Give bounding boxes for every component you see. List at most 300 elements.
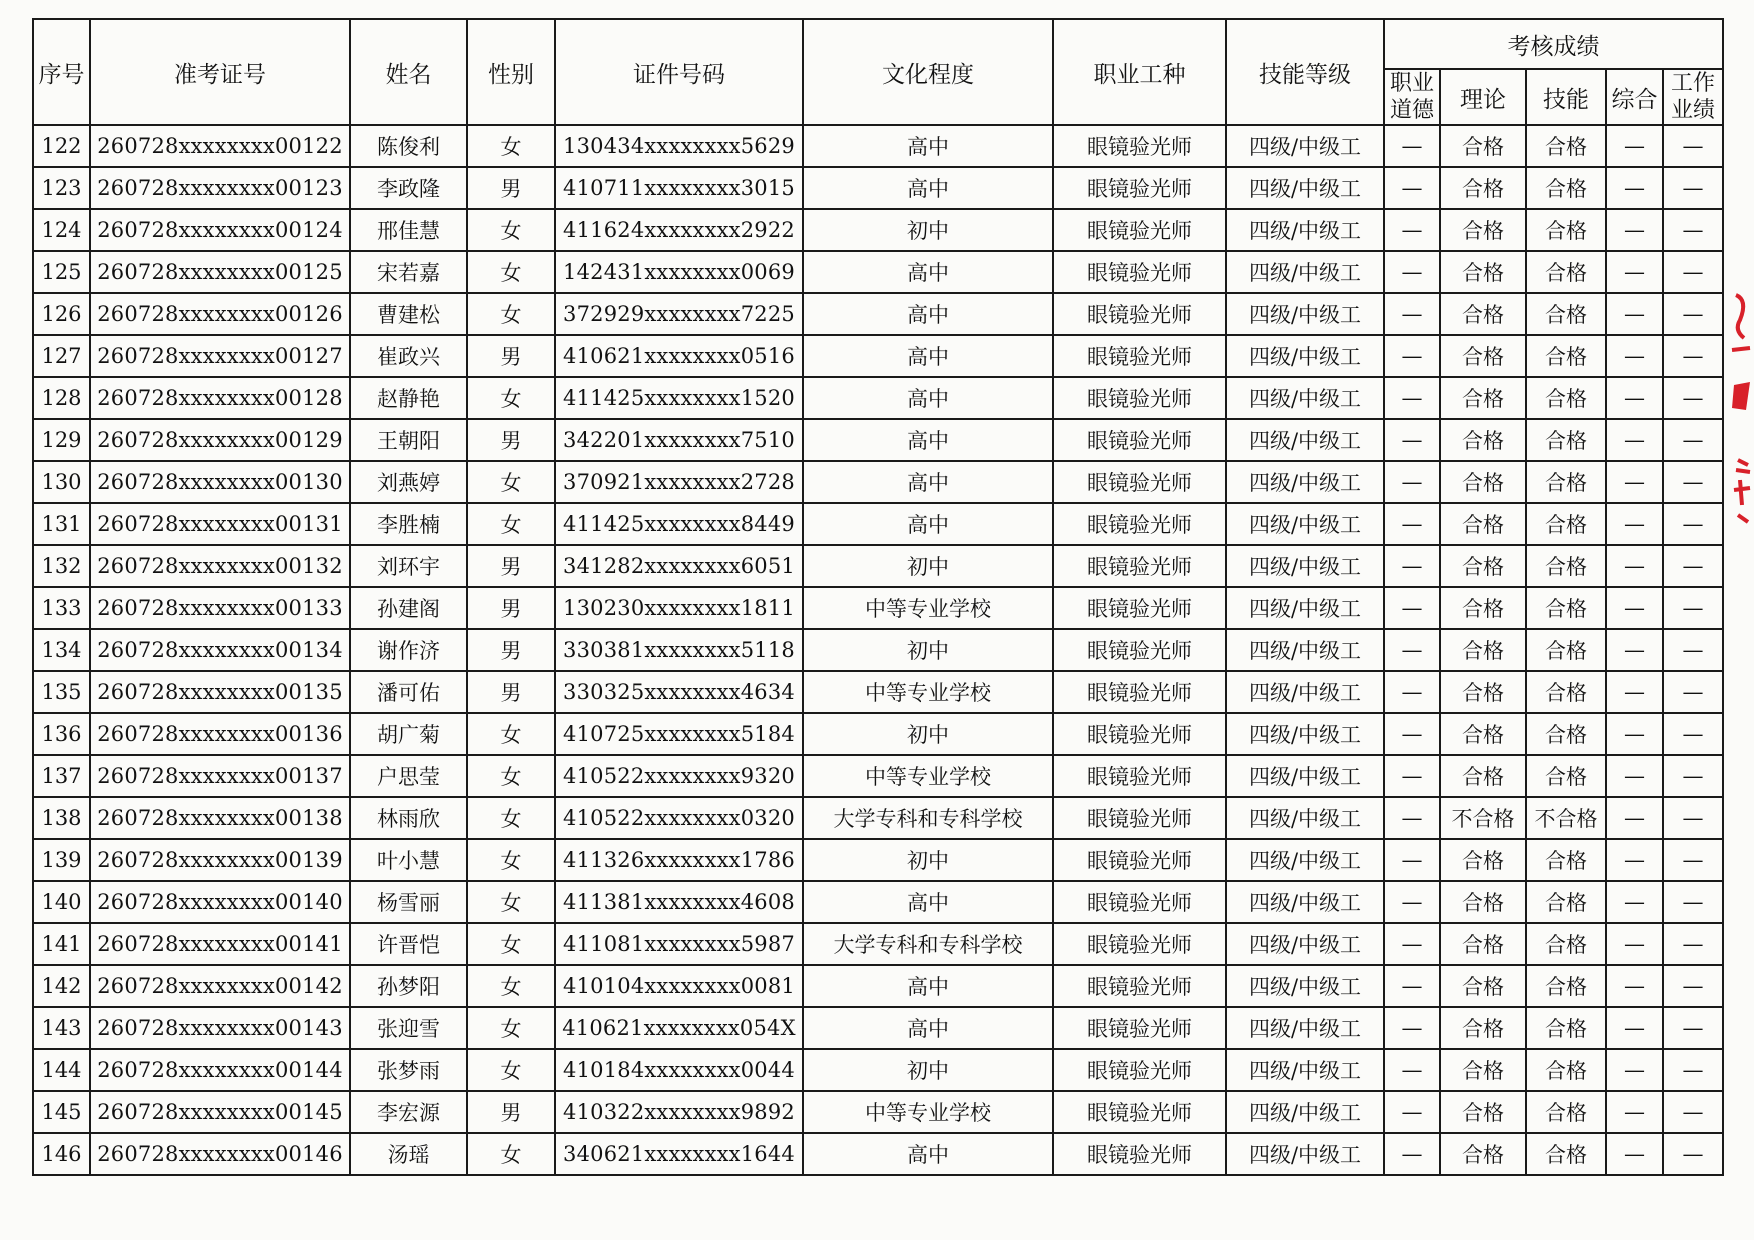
- cell-ticket: 260728xxxxxxxx00146: [90, 1133, 350, 1175]
- col-header-ticket: 准考证号: [90, 19, 350, 125]
- cell-theory: 合格: [1440, 587, 1526, 629]
- cell-job: 眼镜验光师: [1053, 1007, 1226, 1049]
- cell-theory: 合格: [1440, 209, 1526, 251]
- cell-idnum: 410522xxxxxxxx0320: [555, 797, 803, 839]
- cell-level: 四级/中级工: [1226, 545, 1384, 587]
- cell-edu: 大学专科和专科学校: [803, 923, 1053, 965]
- cell-edu: 初中: [803, 629, 1053, 671]
- red-seal-stamp: [1728, 290, 1754, 560]
- cell-work: —: [1663, 503, 1723, 545]
- cell-seq: 132: [33, 545, 90, 587]
- cell-name: 宋若嘉: [350, 251, 467, 293]
- cell-edu: 中等专业学校: [803, 671, 1053, 713]
- cell-gender: 男: [467, 671, 555, 713]
- cell-theory: 合格: [1440, 923, 1526, 965]
- cell-gender: 男: [467, 1091, 555, 1133]
- cell-combined: —: [1606, 671, 1663, 713]
- cell-theory: 合格: [1440, 1091, 1526, 1133]
- cell-edu: 高中: [803, 251, 1053, 293]
- cell-gender: 男: [467, 545, 555, 587]
- cell-ethics: —: [1384, 755, 1440, 797]
- cell-work: —: [1663, 461, 1723, 503]
- cell-combined: —: [1606, 587, 1663, 629]
- col-header-work: [1663, 69, 1723, 125]
- cell-level: 四级/中级工: [1226, 167, 1384, 209]
- cell-level: 四级/中级工: [1226, 377, 1384, 419]
- cell-skill: 合格: [1526, 377, 1606, 419]
- cell-name: 谢作济: [350, 629, 467, 671]
- table-row: [33, 377, 1723, 419]
- cell-name: 李政隆: [350, 167, 467, 209]
- cell-ethics: —: [1384, 671, 1440, 713]
- cell-name: 刘环宇: [350, 545, 467, 587]
- cell-gender: 女: [467, 209, 555, 251]
- col-header-job: 职业工种: [1053, 19, 1226, 125]
- cell-edu: 高中: [803, 461, 1053, 503]
- cell-ticket: 260728xxxxxxxx00122: [90, 125, 350, 167]
- table-row: [33, 419, 1723, 461]
- cell-level: 四级/中级工: [1226, 461, 1384, 503]
- col-header-edu: 文化程度: [803, 19, 1053, 125]
- cell-skill: 合格: [1526, 671, 1606, 713]
- cell-edu: 初中: [803, 545, 1053, 587]
- cell-name: 陈俊利: [350, 125, 467, 167]
- cell-skill: 合格: [1526, 881, 1606, 923]
- cell-combined: —: [1606, 335, 1663, 377]
- cell-theory: 合格: [1440, 881, 1526, 923]
- cell-job: 眼镜验光师: [1053, 713, 1226, 755]
- cell-seq: 127: [33, 335, 90, 377]
- cell-job: 眼镜验光师: [1053, 125, 1226, 167]
- table-row: [33, 923, 1723, 965]
- table-row: [33, 797, 1723, 839]
- cell-edu: 高中: [803, 881, 1053, 923]
- table-body: [33, 125, 1723, 1175]
- cell-job: 眼镜验光师: [1053, 1133, 1226, 1175]
- cell-edu: 高中: [803, 503, 1053, 545]
- cell-theory: 合格: [1440, 335, 1526, 377]
- cell-edu: 高中: [803, 377, 1053, 419]
- cell-skill: 不合格: [1526, 797, 1606, 839]
- cell-idnum: 410621xxxxxxxx0516: [555, 335, 803, 377]
- cell-job: 眼镜验光师: [1053, 587, 1226, 629]
- cell-job: 眼镜验光师: [1053, 335, 1226, 377]
- cell-idnum: 411081xxxxxxxx5987: [555, 923, 803, 965]
- cell-skill: 合格: [1526, 335, 1606, 377]
- cell-ethics: —: [1384, 923, 1440, 965]
- cell-ticket: 260728xxxxxxxx00133: [90, 587, 350, 629]
- cell-name: 孙梦阳: [350, 965, 467, 1007]
- cell-gender: 女: [467, 1133, 555, 1175]
- cell-job: 眼镜验光师: [1053, 209, 1226, 251]
- cell-ticket: 260728xxxxxxxx00144: [90, 1049, 350, 1091]
- cell-idnum: 410322xxxxxxxx9892: [555, 1091, 803, 1133]
- table-row: [33, 629, 1723, 671]
- cell-skill: 合格: [1526, 1049, 1606, 1091]
- cell-edu: 初中: [803, 839, 1053, 881]
- cell-seq: 143: [33, 1007, 90, 1049]
- cell-edu: 初中: [803, 1049, 1053, 1091]
- cell-skill: 合格: [1526, 461, 1606, 503]
- cell-combined: —: [1606, 713, 1663, 755]
- table-row: [33, 1091, 1723, 1133]
- cell-edu: 初中: [803, 209, 1053, 251]
- cell-ethics: —: [1384, 587, 1440, 629]
- col-header-idnum: 证件号码: [555, 19, 803, 125]
- cell-seq: 139: [33, 839, 90, 881]
- cell-combined: —: [1606, 881, 1663, 923]
- cell-gender: 女: [467, 377, 555, 419]
- cell-theory: 合格: [1440, 755, 1526, 797]
- cell-name: 刘燕婷: [350, 461, 467, 503]
- cell-idnum: 342201xxxxxxxx7510: [555, 419, 803, 461]
- cell-name: 林雨欣: [350, 797, 467, 839]
- cell-edu: 高中: [803, 167, 1053, 209]
- cell-seq: 137: [33, 755, 90, 797]
- cell-theory: 合格: [1440, 251, 1526, 293]
- cell-level: 四级/中级工: [1226, 671, 1384, 713]
- cell-ethics: —: [1384, 293, 1440, 335]
- table-row: [33, 125, 1723, 167]
- cell-level: 四级/中级工: [1226, 965, 1384, 1007]
- cell-work: —: [1663, 755, 1723, 797]
- cell-combined: —: [1606, 461, 1663, 503]
- cell-idnum: 411425xxxxxxxx1520: [555, 377, 803, 419]
- cell-work: —: [1663, 881, 1723, 923]
- cell-idnum: 410522xxxxxxxx9320: [555, 755, 803, 797]
- table-row: [33, 503, 1723, 545]
- cell-idnum: 410621xxxxxxxx054X: [555, 1007, 803, 1049]
- cell-gender: 男: [467, 587, 555, 629]
- cell-skill: 合格: [1526, 209, 1606, 251]
- cell-level: 四级/中级工: [1226, 923, 1384, 965]
- cell-idnum: 372929xxxxxxxx7225: [555, 293, 803, 335]
- table-row: [33, 587, 1723, 629]
- cell-seq: 134: [33, 629, 90, 671]
- cell-ethics: —: [1384, 839, 1440, 881]
- cell-ethics: —: [1384, 251, 1440, 293]
- table-row: [33, 1133, 1723, 1175]
- cell-edu: 大学专科和专科学校: [803, 797, 1053, 839]
- cell-theory: 合格: [1440, 671, 1526, 713]
- col-header-work-line1: 工作: [1671, 71, 1716, 96]
- table-row: [33, 167, 1723, 209]
- cell-skill: 合格: [1526, 167, 1606, 209]
- cell-job: 眼镜验光师: [1053, 545, 1226, 587]
- cell-work: —: [1663, 713, 1723, 755]
- cell-work: —: [1663, 1133, 1723, 1175]
- cell-name: 张梦雨: [350, 1049, 467, 1091]
- cell-seq: 136: [33, 713, 90, 755]
- cell-job: 眼镜验光师: [1053, 1049, 1226, 1091]
- cell-gender: 女: [467, 923, 555, 965]
- cell-name: 张迎雪: [350, 1007, 467, 1049]
- cell-ethics: —: [1384, 797, 1440, 839]
- cell-gender: 男: [467, 419, 555, 461]
- table-row: [33, 881, 1723, 923]
- cell-ticket: 260728xxxxxxxx00134: [90, 629, 350, 671]
- cell-combined: —: [1606, 545, 1663, 587]
- cell-ticket: 260728xxxxxxxx00129: [90, 419, 350, 461]
- table-row: [33, 713, 1723, 755]
- cell-combined: —: [1606, 125, 1663, 167]
- cell-level: 四级/中级工: [1226, 125, 1384, 167]
- cell-work: —: [1663, 209, 1723, 251]
- cell-ticket: 260728xxxxxxxx00142: [90, 965, 350, 1007]
- cell-ticket: 260728xxxxxxxx00123: [90, 167, 350, 209]
- cell-seq: 123: [33, 167, 90, 209]
- cell-work: —: [1663, 839, 1723, 881]
- cell-work: —: [1663, 293, 1723, 335]
- cell-gender: 女: [467, 251, 555, 293]
- cell-level: 四级/中级工: [1226, 839, 1384, 881]
- cell-job: 眼镜验光师: [1053, 419, 1226, 461]
- cell-level: 四级/中级工: [1226, 251, 1384, 293]
- cell-work: —: [1663, 797, 1723, 839]
- cell-work: —: [1663, 167, 1723, 209]
- cell-level: 四级/中级工: [1226, 755, 1384, 797]
- cell-skill: 合格: [1526, 293, 1606, 335]
- cell-theory: 合格: [1440, 629, 1526, 671]
- cell-seq: 126: [33, 293, 90, 335]
- cell-skill: 合格: [1526, 545, 1606, 587]
- cell-ticket: 260728xxxxxxxx00125: [90, 251, 350, 293]
- cell-idnum: 411326xxxxxxxx1786: [555, 839, 803, 881]
- cell-skill: 合格: [1526, 629, 1606, 671]
- cell-theory: 合格: [1440, 125, 1526, 167]
- cell-gender: 女: [467, 839, 555, 881]
- cell-level: 四级/中级工: [1226, 293, 1384, 335]
- cell-edu: 高中: [803, 419, 1053, 461]
- col-header-name: 姓名: [350, 19, 467, 125]
- col-header-theory: 理论: [1440, 69, 1526, 125]
- cell-gender: 男: [467, 335, 555, 377]
- cell-combined: —: [1606, 251, 1663, 293]
- cell-gender: 女: [467, 293, 555, 335]
- col-header-combined: 综合: [1606, 69, 1663, 125]
- cell-job: 眼镜验光师: [1053, 503, 1226, 545]
- cell-level: 四级/中级工: [1226, 881, 1384, 923]
- cell-name: 许晋恺: [350, 923, 467, 965]
- table-row: [33, 755, 1723, 797]
- table-row: [33, 839, 1723, 881]
- cell-edu: 中等专业学校: [803, 755, 1053, 797]
- cell-work: —: [1663, 923, 1723, 965]
- cell-idnum: 341282xxxxxxxx6051: [555, 545, 803, 587]
- cell-seq: 124: [33, 209, 90, 251]
- cell-ticket: 260728xxxxxxxx00139: [90, 839, 350, 881]
- cell-name: 李胜楠: [350, 503, 467, 545]
- cell-idnum: 340621xxxxxxxx1644: [555, 1133, 803, 1175]
- cell-theory: 合格: [1440, 293, 1526, 335]
- cell-ethics: —: [1384, 377, 1440, 419]
- cell-job: 眼镜验光师: [1053, 881, 1226, 923]
- cell-seq: 129: [33, 419, 90, 461]
- cell-work: —: [1663, 965, 1723, 1007]
- cell-ticket: 260728xxxxxxxx00130: [90, 461, 350, 503]
- cell-name: 孙建阁: [350, 587, 467, 629]
- cell-skill: 合格: [1526, 251, 1606, 293]
- cell-combined: —: [1606, 1133, 1663, 1175]
- cell-seq: 145: [33, 1091, 90, 1133]
- cell-edu: 高中: [803, 293, 1053, 335]
- col-header-seq: 序号: [33, 19, 90, 125]
- cell-ticket: 260728xxxxxxxx00135: [90, 671, 350, 713]
- table-row: [33, 293, 1723, 335]
- cell-skill: 合格: [1526, 503, 1606, 545]
- cell-job: 眼镜验光师: [1053, 629, 1226, 671]
- cell-seq: 133: [33, 587, 90, 629]
- cell-work: —: [1663, 629, 1723, 671]
- cell-seq: 146: [33, 1133, 90, 1175]
- cell-idnum: 411624xxxxxxxx2922: [555, 209, 803, 251]
- cell-skill: 合格: [1526, 755, 1606, 797]
- cell-theory: 合格: [1440, 461, 1526, 503]
- cell-combined: —: [1606, 293, 1663, 335]
- cell-combined: —: [1606, 1007, 1663, 1049]
- cell-ethics: —: [1384, 713, 1440, 755]
- cell-work: —: [1663, 671, 1723, 713]
- cell-gender: 男: [467, 167, 555, 209]
- cell-edu: 高中: [803, 965, 1053, 1007]
- cell-ethics: —: [1384, 503, 1440, 545]
- cell-ethics: —: [1384, 629, 1440, 671]
- cell-theory: 合格: [1440, 965, 1526, 1007]
- cell-gender: 女: [467, 125, 555, 167]
- cell-combined: —: [1606, 1049, 1663, 1091]
- cell-skill: 合格: [1526, 1133, 1606, 1175]
- cell-skill: 合格: [1526, 965, 1606, 1007]
- cell-level: 四级/中级工: [1226, 629, 1384, 671]
- cell-theory: 合格: [1440, 1133, 1526, 1175]
- cell-gender: 女: [467, 797, 555, 839]
- cell-ticket: 260728xxxxxxxx00131: [90, 503, 350, 545]
- cell-edu: 高中: [803, 125, 1053, 167]
- cell-combined: —: [1606, 755, 1663, 797]
- cell-combined: —: [1606, 965, 1663, 1007]
- cell-name: 汤瑶: [350, 1133, 467, 1175]
- cell-skill: 合格: [1526, 1007, 1606, 1049]
- cell-ethics: —: [1384, 209, 1440, 251]
- cell-job: 眼镜验光师: [1053, 923, 1226, 965]
- cell-idnum: 130434xxxxxxxx5629: [555, 125, 803, 167]
- cell-name: 户思莹: [350, 755, 467, 797]
- table-row: [33, 335, 1723, 377]
- cell-job: 眼镜验光师: [1053, 167, 1226, 209]
- cell-skill: 合格: [1526, 125, 1606, 167]
- cell-theory: 合格: [1440, 167, 1526, 209]
- cell-combined: —: [1606, 629, 1663, 671]
- cell-edu: 高中: [803, 1007, 1053, 1049]
- cell-theory: 不合格: [1440, 797, 1526, 839]
- cell-idnum: 410104xxxxxxxx0081: [555, 965, 803, 1007]
- cell-idnum: 330381xxxxxxxx5118: [555, 629, 803, 671]
- cell-ticket: 260728xxxxxxxx00132: [90, 545, 350, 587]
- cell-gender: 女: [467, 1049, 555, 1091]
- cell-level: 四级/中级工: [1226, 713, 1384, 755]
- col-header-work-line2: 业绩: [1671, 98, 1716, 123]
- cell-job: 眼镜验光师: [1053, 377, 1226, 419]
- cell-work: —: [1663, 545, 1723, 587]
- cell-combined: —: [1606, 209, 1663, 251]
- cell-name: 叶小慧: [350, 839, 467, 881]
- cell-combined: —: [1606, 923, 1663, 965]
- col-header-ethics: [1384, 69, 1440, 125]
- cell-ticket: 260728xxxxxxxx00143: [90, 1007, 350, 1049]
- cell-combined: —: [1606, 503, 1663, 545]
- cell-edu: 中等专业学校: [803, 1091, 1053, 1133]
- cell-job: 眼镜验光师: [1053, 797, 1226, 839]
- cell-idnum: 370921xxxxxxxx2728: [555, 461, 803, 503]
- cell-ticket: 260728xxxxxxxx00137: [90, 755, 350, 797]
- cell-work: —: [1663, 1091, 1723, 1133]
- cell-name: 邢佳慧: [350, 209, 467, 251]
- cell-combined: —: [1606, 797, 1663, 839]
- cell-theory: 合格: [1440, 839, 1526, 881]
- cell-gender: 女: [467, 461, 555, 503]
- cell-name: 胡广菊: [350, 713, 467, 755]
- cell-ticket: 260728xxxxxxxx00128: [90, 377, 350, 419]
- cell-seq: 135: [33, 671, 90, 713]
- cell-work: —: [1663, 1007, 1723, 1049]
- cell-edu: 高中: [803, 335, 1053, 377]
- cell-skill: 合格: [1526, 923, 1606, 965]
- cell-gender: 女: [467, 1007, 555, 1049]
- cell-combined: —: [1606, 419, 1663, 461]
- cell-seq: 141: [33, 923, 90, 965]
- cell-idnum: 410711xxxxxxxx3015: [555, 167, 803, 209]
- cell-combined: —: [1606, 1091, 1663, 1133]
- table-row: [33, 965, 1723, 1007]
- cell-job: 眼镜验光师: [1053, 965, 1226, 1007]
- cell-job: 眼镜验光师: [1053, 839, 1226, 881]
- cell-seq: 131: [33, 503, 90, 545]
- cell-theory: 合格: [1440, 1007, 1526, 1049]
- cell-ethics: —: [1384, 335, 1440, 377]
- cell-ticket: 260728xxxxxxxx00124: [90, 209, 350, 251]
- results-table: [32, 18, 1724, 1176]
- col-header-ethics-line2: 道德: [1389, 98, 1434, 123]
- cell-gender: 女: [467, 503, 555, 545]
- cell-skill: 合格: [1526, 1091, 1606, 1133]
- cell-level: 四级/中级工: [1226, 587, 1384, 629]
- cell-edu: 高中: [803, 1133, 1053, 1175]
- cell-job: 眼镜验光师: [1053, 293, 1226, 335]
- cell-seq: 144: [33, 1049, 90, 1091]
- cell-job: 眼镜验光师: [1053, 671, 1226, 713]
- table-row: [33, 545, 1723, 587]
- cell-level: 四级/中级工: [1226, 335, 1384, 377]
- cell-ticket: 260728xxxxxxxx00138: [90, 797, 350, 839]
- cell-theory: 合格: [1440, 1049, 1526, 1091]
- cell-gender: 女: [467, 755, 555, 797]
- cell-gender: 女: [467, 881, 555, 923]
- table-row: [33, 1007, 1723, 1049]
- cell-job: 眼镜验光师: [1053, 251, 1226, 293]
- cell-work: —: [1663, 125, 1723, 167]
- cell-edu: 初中: [803, 713, 1053, 755]
- cell-ethics: —: [1384, 419, 1440, 461]
- cell-combined: —: [1606, 839, 1663, 881]
- cell-work: —: [1663, 1049, 1723, 1091]
- cell-idnum: 142431xxxxxxxx0069: [555, 251, 803, 293]
- cell-name: 崔政兴: [350, 335, 467, 377]
- cell-gender: 女: [467, 965, 555, 1007]
- cell-work: —: [1663, 587, 1723, 629]
- cell-combined: —: [1606, 377, 1663, 419]
- cell-gender: 男: [467, 629, 555, 671]
- cell-gender: 女: [467, 713, 555, 755]
